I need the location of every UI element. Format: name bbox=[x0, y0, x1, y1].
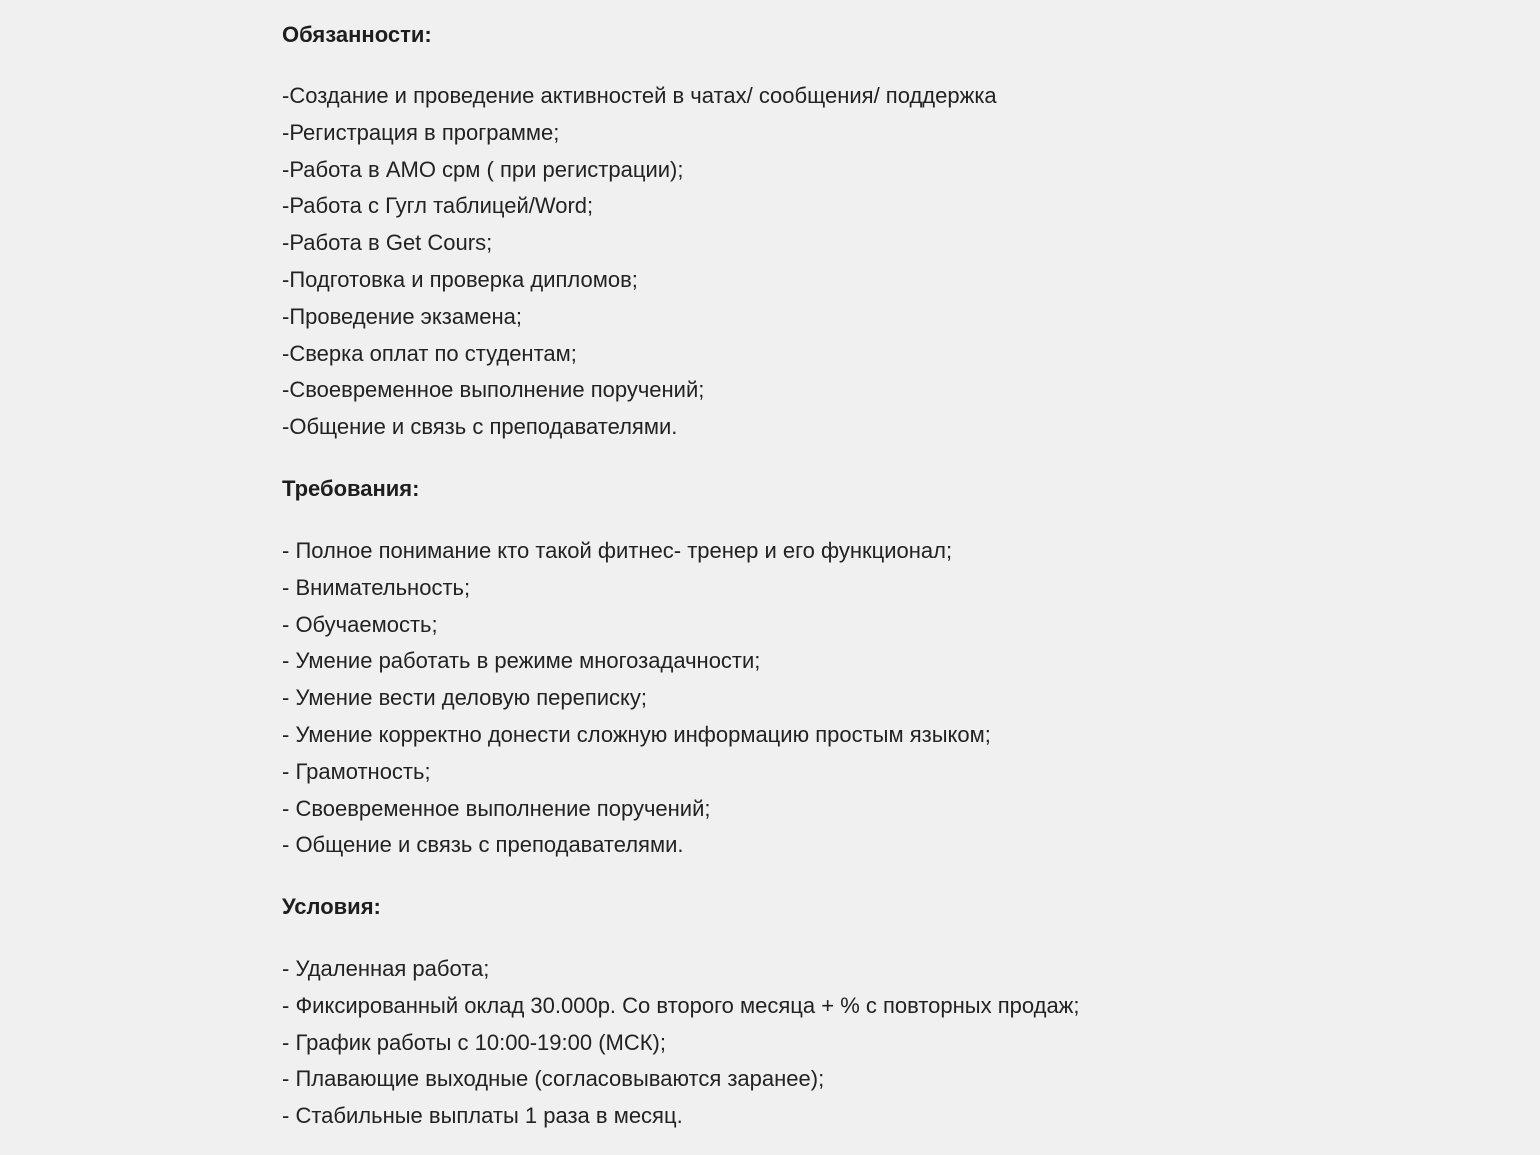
list-item: -Проведение экзамена; bbox=[282, 303, 522, 329]
list-item: - Полное понимание кто такой фитнес- тренер и его функционал; bbox=[282, 538, 953, 563]
list-item: - Удаленная работа; bbox=[282, 956, 490, 981]
list-item: - Фиксированный оклад 30.000р. Со второго месяца + % с повторных продаж; bbox=[282, 992, 1080, 1018]
list-item: -Подготовка и проверка дипломов; bbox=[282, 266, 638, 292]
section-title-conditions: Условия: bbox=[282, 894, 381, 919]
list-item: - Плавающие выходные (согласовываются заранее); bbox=[282, 1066, 825, 1092]
list-item: - Общение и связь с преподавателями. bbox=[282, 832, 684, 858]
list-item: - Стабильные выплаты 1 раза в месяц. bbox=[282, 1103, 683, 1129]
list-item: - Внимательность; bbox=[282, 574, 471, 600]
list-item: - Грамотность; bbox=[282, 758, 431, 784]
list-item: - Умение вести деловую переписку; bbox=[282, 685, 648, 711]
list-item: - График работы с 10:00-19:00 (МСК); bbox=[282, 1029, 666, 1055]
list-item: -Общение и связь с преподавателями. bbox=[282, 414, 678, 440]
requirements-list bbox=[282, 533, 991, 864]
list-item: -Работа в Get Cours; bbox=[282, 230, 493, 256]
list-item: -Своевременное выполнение поручений; bbox=[282, 377, 705, 403]
list-item: - Обучаемость; bbox=[282, 611, 438, 637]
list-item: -Сверка оплат по студентам; bbox=[282, 340, 577, 366]
list-item: - Своевременное выполнение поручений; bbox=[282, 795, 711, 821]
list-item: -Создание и проведение активностей в чатах/ сообщения/ поддержка bbox=[282, 83, 997, 108]
list-item: -Работа с Гугл таблицей/Word; bbox=[282, 193, 594, 219]
list-item: -Работа в АМО срм ( при регистрации); bbox=[282, 156, 684, 182]
section-title-duties: Обязанности: bbox=[282, 22, 432, 47]
section-title-requirements: Требования: bbox=[282, 476, 420, 501]
conditions-list bbox=[282, 951, 1080, 1135]
list-item: - Умение работать в режиме многозадачности; bbox=[282, 648, 761, 674]
list-item: - Умение корректно донести сложную информацию простым языком; bbox=[282, 721, 991, 747]
duties-list bbox=[282, 78, 997, 446]
list-item: -Регистрация в программе; bbox=[282, 119, 560, 145]
